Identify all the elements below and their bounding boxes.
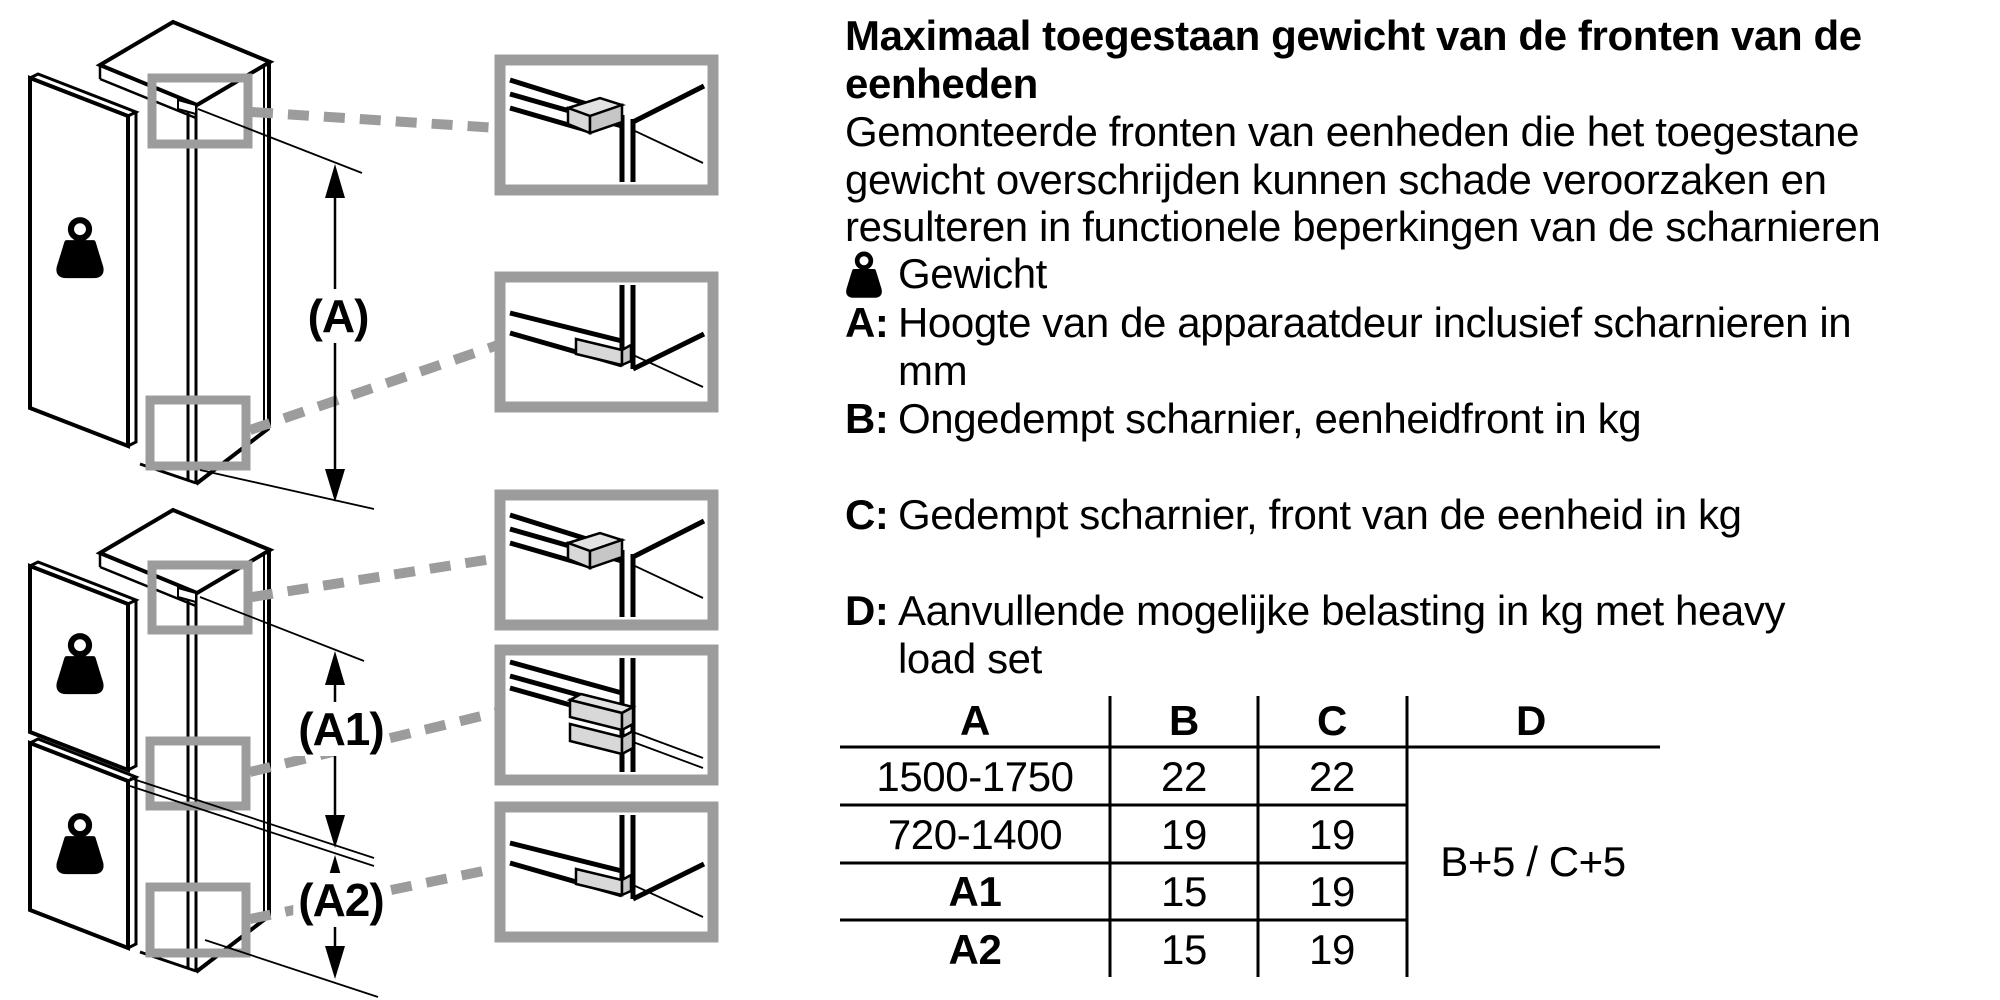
detail-box-top-hinge-single (500, 60, 713, 190)
upper-door-front (30, 562, 136, 770)
detail-box-top-hinge-double (500, 495, 713, 625)
legend-text-b: Ongedempt scharnier, eenheidfront in kg (898, 395, 1642, 442)
page-title-line-1: Maximaal toegestaan gewicht van de fronten van de (845, 12, 1862, 59)
table-cell-c: 19 (1309, 811, 1355, 858)
table-cell-a: 720-1400 (887, 811, 1063, 858)
leader-lines (250, 112, 498, 430)
single-door-unit-figure (30, 22, 498, 509)
body-text-line: Gemonteerde fronten van eenheden die het toegestane (845, 108, 1860, 155)
table-cell-a: A2 (948, 926, 1002, 973)
table-cell-c: 19 (1309, 868, 1355, 915)
body-text-line: gewicht overschrijden kunnen schade veroorzaken en (845, 156, 1827, 203)
callout-square-middle-hinge (150, 741, 246, 806)
detail-box-middle-hinge-double (500, 650, 713, 780)
lower-door-front (30, 739, 136, 948)
table-header-c: C (1317, 697, 1347, 744)
legend-weight-label: Gewicht (898, 250, 1047, 297)
legend-text-a-cont: mm (898, 347, 968, 394)
table-cell-b: 19 (1161, 811, 1207, 858)
dimension-label-a1: (A1) (293, 702, 388, 756)
table-cell-a: A1 (948, 868, 1002, 915)
dimension-a1-a2 (130, 597, 378, 997)
table-cell-b: 15 (1161, 926, 1207, 973)
table-cell-d-merged: B+5 / C+5 (1440, 838, 1626, 885)
weight-icon (848, 254, 880, 296)
legend-text-a: Hoogte van de apparaatdeur inclusief scharnieren in (898, 299, 1852, 346)
detail-box-bottom-hinge-double (500, 807, 713, 937)
table-header-d: D (1516, 697, 1546, 744)
legend-text-d: Aanvullende mogelijke belasting in kg met heavy (898, 587, 1786, 634)
door-front (30, 74, 136, 446)
legend-key-a: A: (845, 299, 889, 346)
legend-key-c: C: (845, 491, 889, 538)
legend-key-d: D: (845, 587, 889, 634)
two-door-unit-figure (30, 510, 498, 997)
dimension-label-a: (A) (303, 289, 374, 343)
detail-box-bottom-hinge-single (500, 277, 713, 407)
table-cell-b: 15 (1161, 868, 1207, 915)
table-cell-c: 22 (1309, 753, 1355, 800)
body-text-line: resulteren in functionele beperkingen van de scharnieren (845, 203, 1881, 250)
table-cell-b: 22 (1161, 753, 1207, 800)
page-title-line-2: eenheden (845, 60, 1038, 107)
legend-text-c: Gedempt scharnier, front van de eenheid in kg (898, 491, 1742, 538)
table-cell-c: 19 (1309, 926, 1355, 973)
table-header-b: B (1169, 697, 1199, 744)
dimension-label-a2: (A2) (293, 873, 388, 927)
legend-text-d-cont: load set (898, 635, 1042, 682)
legend-key-b: B: (845, 395, 889, 442)
table-header-a: A (960, 697, 990, 744)
table-cell-a: 1500-1750 (876, 753, 1074, 800)
